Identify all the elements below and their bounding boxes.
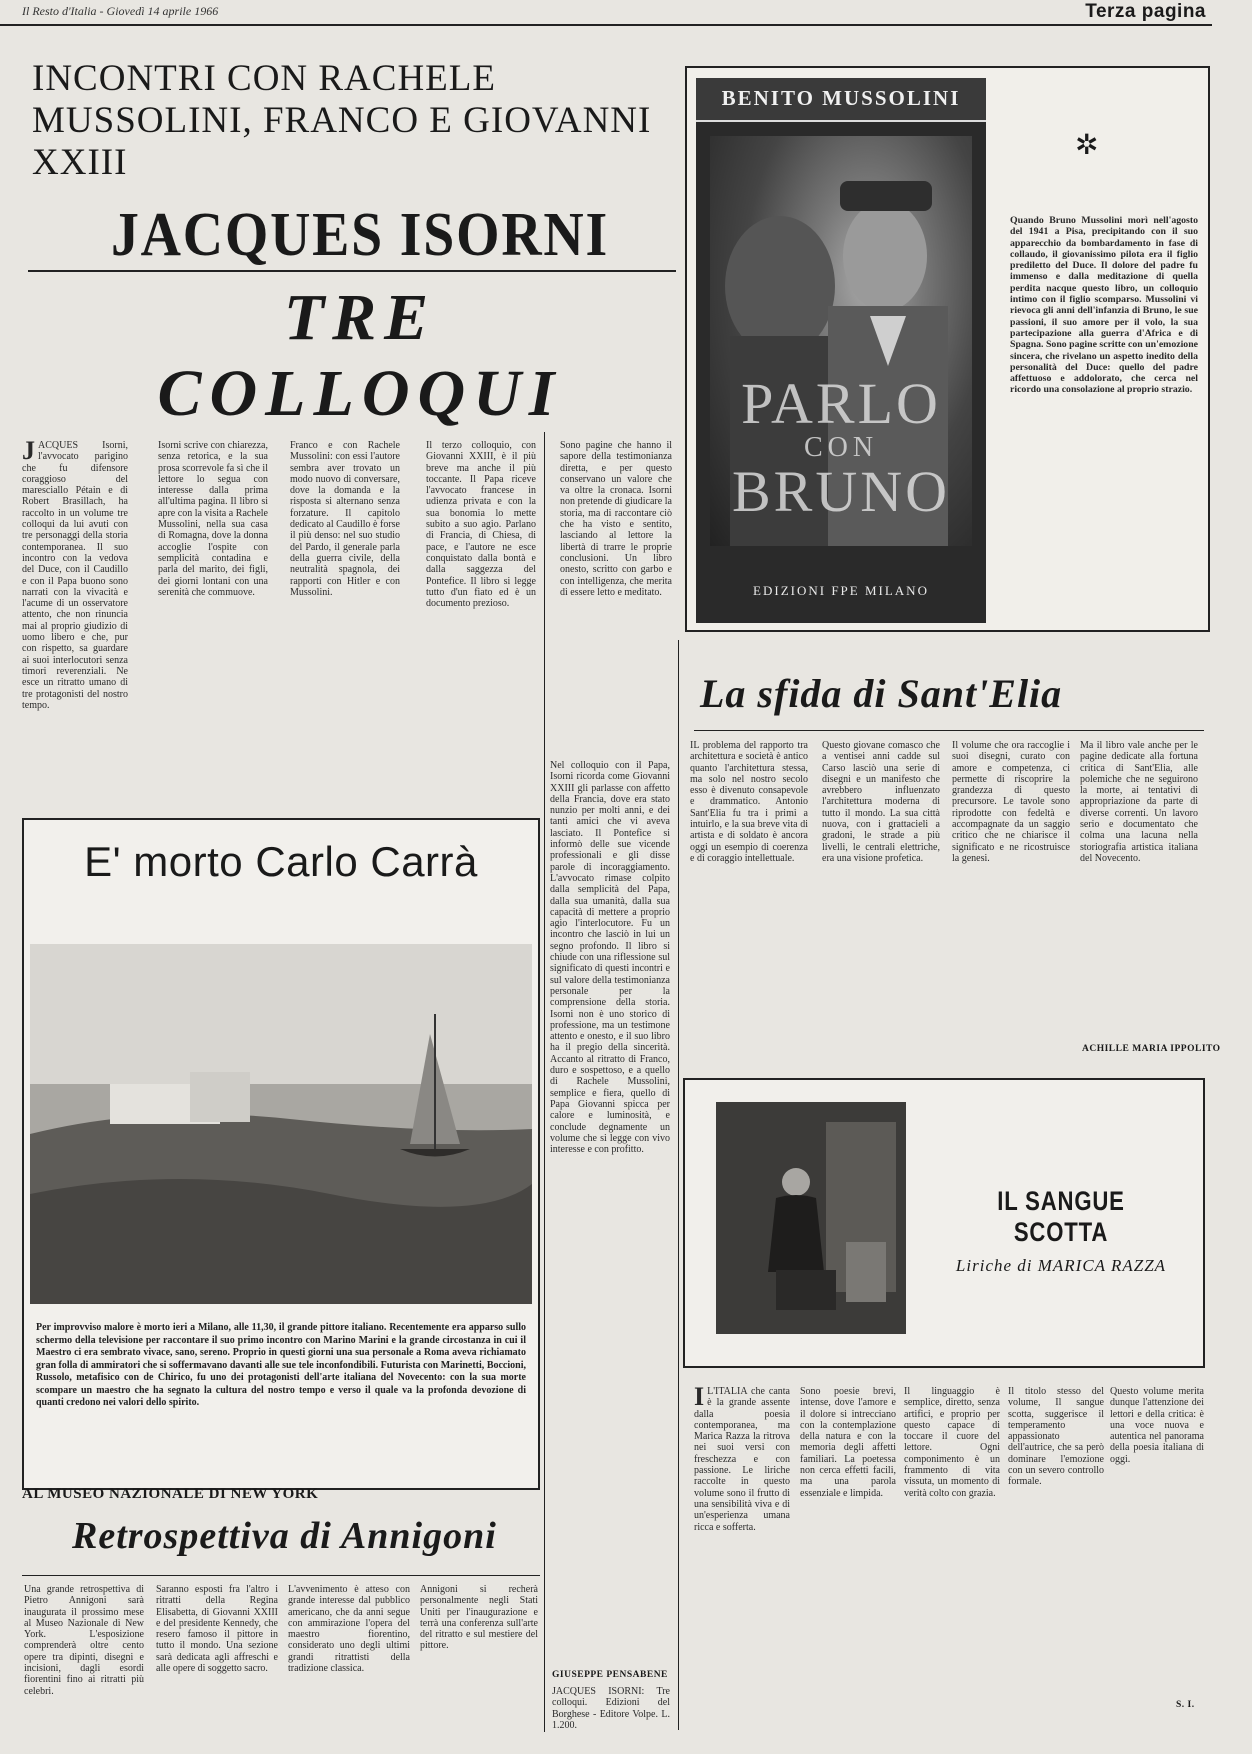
sfida-column-4: Ma il libro vale anche per le pagine dedicate alla fortuna critica di Sant'Elia, alle polemiche che ne seguirono la morte, ai tentativi di appropriazione da parte di diverse correnti. Un lavoro serio e documentato che colma una lacuna nella storiografia artistica italiana del Novecento. [1080, 740, 1198, 864]
carra-title: E' morto Carlo Carrà [84, 838, 478, 885]
sfida-column-2: Questo giovane comasco che a ventisei anni cadde sul Carso lasciò una serie di disegni e un manifesto che avrebbero influenzato l'architettura moderna di tutto il mondo. La sua città nuova, con i grattacieli a gradoni, le strade a più livelli, le centrali elettriche, era una visione profetica. [822, 740, 940, 864]
ornament-icon: ✲ [1075, 130, 1099, 161]
sfida-rule [694, 730, 1204, 731]
column-rule [544, 432, 545, 1732]
book-publisher: EDIZIONI FPE MILANO [753, 583, 929, 598]
masthead-dateline: Il Resto d'Italia - Giovedì 14 aprile 1966 [22, 4, 219, 18]
column-rule [678, 640, 679, 1730]
carra-painting [30, 944, 532, 1304]
book-title-top: PARLO [741, 371, 941, 436]
drop-cap: J [22, 440, 35, 465]
book-description: Quando Bruno Mussolini morì nell'agosto del 1941 a Pisa, precipitando con il suo apparecchio da bombardamento in fase di collaudo, il giovanissimo pilota era il figlio prediletto del Duce. Il dolore del padre fu immenso e dalla meditazione di quella perdita nacque questo libro, un colloquio intimo con il figlio scomparso. Mussolini vi rievoca gli anni dell'infanzia di Bruno, le sue passioni, il suo amore per il volo, la sua partecipazione alla guerra d'Africa e di Spagna. Sono pagine scritte con un'emozione sincera, che rivelano un aspetto inedito della personalità del Duce: quello del padre affettuoso e addolorato, che cerca nel ricordo una consolazione al proprio strazio. [1010, 215, 1198, 396]
lead-column-1 [22, 440, 128, 810]
lead-column-4: Il terzo colloquio, con Giovanni XXIII, è il più breve ma anche il più toccante. Il Papa riceve l'avvocato francese in udienza privata e con la sua bonomia lo mette subito a suo agio. Parlano di Francia, di Chiesa, di pace, e l'autore ne esce conquistato dalla bontà e dalla saggezza del Pontefice. Il libro si legge tutto d'un fiato ed è un documento prezioso. [426, 440, 536, 610]
sfida-signature: ACHILLE MARIA IPPOLITO [1082, 1044, 1221, 1054]
annigoni-column-2: Saranno esposti fra l'altro i ritratti della Regina Elisabetta, di Giovanni XXIII e del presidente Kennedy, che resero famoso il pittore in tutto il mondo. Una sezione sarà dedicata agli affreschi e alle opere di soggetto sacro. [156, 1584, 278, 1675]
book-author: BENITO MUSSOLINI [721, 86, 961, 110]
lead-kicker: INCONTRI CON RACHELE MUSSOLINI, FRANCO E GIOVANNI XXIII [32, 58, 652, 183]
book-cover [696, 78, 986, 623]
lead-column-3: Franco e con Rachele Mussolini: con essi l'autore sembra aver trovato un modo nuovo di conversare, dove la domanda e la risposta si alternano senza forzature. Il capitolo dedicato al Caudillo è forse il più denso: nel suo studio del Pardo, il generale parla della guerra civile, della neutralità spagnola, dei rapporti con Hitler e con Mussolini. [290, 440, 400, 598]
sfida-column-3: Il volume che ora raccoglie i suoi disegni, curato con amore e competenza, ci permette di riscoprire la grandezza di questo precursore. Le tavole sono riprodotte con fedeltà e accompagnate da un saggio critico che ne chiarisce il significato e ne ricostruisce la genesi. [952, 740, 1070, 864]
annigoni-column-4: Annigoni si recherà personalmente negli Stati Uniti per l'inaugurazione e terrà una conferenza sull'arte del ritratto e sul mestiere del pittore. [420, 1584, 538, 1652]
sangue-subtitle: Liriche di MARICA RAZZA [955, 1256, 1167, 1275]
book-title-mid: CON [803, 432, 879, 463]
woman-portrait-photo [716, 1102, 906, 1334]
lead-title: TRE COLLOQUI [157, 281, 563, 430]
lead-author: JACQUES ISORNI [110, 201, 610, 269]
book-title [696, 371, 986, 524]
title-rule [28, 270, 676, 272]
sfida-title: La sfida di Sant'Elia [700, 671, 1063, 716]
lead-column-2: Isorni scrive con chiarezza, senza retorica, e la sua prosa scorrevole fa sì che il lettore lo segua con interesse dalla prima all'ultima pagina. Il libro si apre con la visita a Rachele Mussolini, nella sua casa di Romagna, dove la donna accoglie l'ospite con semplicità contadina e parla del marito, dei figli, dei giorni lontani con una serenità che commuove. [158, 440, 268, 598]
annigoni-rule [22, 1575, 540, 1576]
sangue-column-3: Il linguaggio è semplice, diretto, senza artifici, e proprio per questo capace di toccare il cuore del lettore. Ogni componimento è un frammento di vita vissuta, un momento di verità colto con grazia. [904, 1386, 1000, 1499]
annigoni-title: Retrospettiva di Annigoni [72, 1515, 497, 1557]
book-title-bottom: BRUNO [731, 459, 951, 524]
isorni-signature: GIUSEPPE PENSABENE [552, 1670, 668, 1680]
sfida-column-1: IL problema del rapporto tra architettura e società è antico quanto l'architettura stessa, ma solo nel nostro secolo esso è divenuto consapevole e drammatico. Antonio Sant'Elia fu tra i primi a intuirlo, e la sua breve vita di artista e di soldato è ancora oggi un esempio di coerenza e di coraggio intellettuale. [690, 740, 808, 864]
lead-column-5: Sono pagine che hanno il sapore della testimonianza diretta, e per questo conservano un valore che va oltre la cronaca. Isorni non pretende di giudicare la storia, ma di raccontare ciò che ha visto e sentito, lasciando al lettore la libertà di trarre le proprie conclusioni. Un libro onesto, scritto con garbo e con intelligenza, che merita di essere letto e meditato. [560, 440, 672, 598]
sangue-column-2: Sono poesie brevi, intense, dove l'amore e il dolore si intrecciano con la contemplazione della natura e con la memoria degli affetti familiari. La poetessa non cerca effetti facili, ma una parola essenziale e limpida. [800, 1386, 896, 1499]
sangue-signature: S. I. [1176, 1700, 1195, 1710]
sangue-title: IL SANGUE SCOTTA [997, 1186, 1125, 1247]
lead-column-1-text: ACQUES Isorni, l'avvocato parigino che fu difensore coraggioso del maresciallo Pétain e di Robert Brasillach, ha raccolto in un volume tre colloqui da lui avuti con tre personaggi della storia contemporanea. Il suo incontro con la vedova del Duce, con il Caudillo e con il Papa buono sono narrati con la vivacità e l'acume di un osservatore attento, che non rinuncia mai al proprio giudizio di uomo libero e che, pur con rispetto, sa guardare ai suoi interlocutori senza timori reverenziali. Ne esce un ritratto umano di tre protagonisti del nostro tempo. [22, 440, 128, 711]
carra-caption: Per improvviso malore è morto ieri a Milano, alle 11,30, il grande pittore italiano. Recentemente era apparso sullo schermo della televisione per raccontare il suo primo incontro con Marino Marini e la grande circostanza in cui il Maestro ci era sembrato vivace, sano, sereno. Proprio in questi giorni una sua personale a Roma aveva richiamato gran folla di ammiratori che si soffermavano davanti alle sue tele inconfondibili. Futurista con Marinetti, Boccioni, Russolo, metafisico con de Chirico, fu uno dei protagonisti dell'arte italiana del Novecento: con la sua morte scompare un maestro che ha segnato la cultura del nostro tempo e verso il quale va la profonda devozione di quanti credono nei valori dello spirito. [36, 1322, 526, 1408]
isorni-book-ref: JACQUES ISORNI: Tre colloqui. Edizioni del Borghese - Editore Volpe. L. 1.200. [552, 1686, 670, 1731]
sangue-photo [716, 1102, 906, 1334]
annigoni-column-3: L'avvenimento è atteso con grande interesse dal pubblico americano, che da anni segue con ammirazione l'opera del maestro fiorentino, considerato uno degli ultimi grandi ritrattisti della tradizione classica. [288, 1584, 410, 1675]
seascape-painting [30, 944, 532, 1304]
sangue-column-1 [694, 1386, 790, 1726]
sangue-column-5: Questo volume merita dunque l'attenzione dei lettori e della critica: è una voce nuova e autentica nel panorama della poesia italiana di oggi. [1110, 1386, 1204, 1465]
isorni-continued: Nel colloquio con il Papa, Isorni ricorda come Giovanni XXIII gli parlasse con affetto della Francia, dove era stato nunzio per molti anni, e dei tanti amici che vi aveva lasciato. Il Pontefice si informò delle sue vicende professionali e gli disse parole di incoraggiamento. L'avvocato rimase colpito dalla semplicità del Papa, dalla sua umanità, dalla sua capacità di mettere a proprio agio l'interlocutore. Fu un incontro che lasciò in lui un segno profondo. Il libro si chiude con una riflessione sul significato di questi incontri e sul valore della testimonianza personale per la comprensione della storia. Isorni non è uno storico di professione, ma un testimone attento e onesto, e il suo libro ha il pregio della sincerità. Accanto al ritratto di Franco, duro e sospettoso, e a quello di Rachele Mussolini, semplice e fiera, quello di Papa Giovanni spicca per calore e luminosità, e conclude degnamente un volume che si legge con vivo interesse e con profitto. [550, 760, 670, 1156]
sangue-drop-cap: I [694, 1386, 705, 1411]
annigoni-label: AL MUSEO NAZIONALE DI NEW YORK [22, 1486, 319, 1502]
sangue-column-4: Il titolo stesso del volume, Il sangue scotta, suggerisce il temperamento appassionato dell'autrice, che sa però dominare l'emozione con un severo controllo formale. [1008, 1386, 1104, 1488]
section-title: Terza pagina [1085, 1, 1206, 22]
annigoni-column-1: Una grande retrospettiva di Pietro Annigoni sarà inaugurata il prossimo mese al Museo Nazionale di New York. L'esposizione comprenderà oltre cento opere tra dipinti, disegni e incisioni, dagli esordi fiorentini fino ai ritratti più celebri. [24, 1584, 144, 1697]
sangue-column-1-text: L'ITALIA che canta è la grande assente dalla poesia contemporanea, ma Marica Razza la ritrova nei suoi versi con freschezza e con passione. Le liriche raccolte in questo volume sono il frutto di una sensibilità viva e di un'esperienza umana ricca e sofferta. [694, 1386, 790, 1533]
header-rule [0, 24, 1212, 26]
